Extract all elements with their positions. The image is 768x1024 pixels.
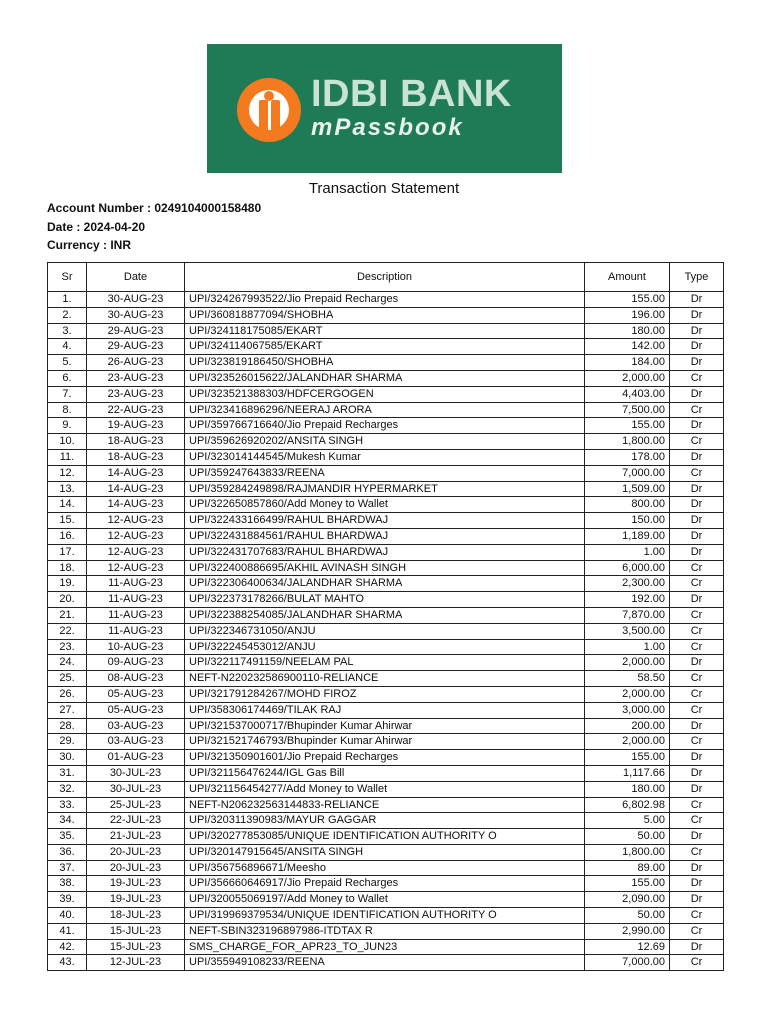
currency: Currency : INR [47, 238, 132, 252]
cell-date: 19-JUL-23 [87, 876, 185, 892]
cell-amount: 180.00 [585, 781, 670, 797]
cell-date: 09-AUG-23 [87, 655, 185, 671]
cell-description: UPI/356660646917/Jio Prepaid Recharges [185, 876, 585, 892]
table-row [48, 339, 724, 355]
cell-description: NEFT-N206232563144833-RELIANCE [185, 797, 585, 813]
table-row [48, 418, 724, 434]
cell-description: UPI/322373178266/BULAT MAHTO [185, 592, 585, 608]
transaction-rows [48, 292, 724, 971]
cell-amount: 180.00 [585, 323, 670, 339]
cell-date: 12-AUG-23 [87, 560, 185, 576]
cell-date: 30-AUG-23 [87, 307, 185, 323]
transaction-table [47, 262, 724, 971]
cell-type: Cr [670, 702, 724, 718]
cell-description: UPI/359626920202/ANSITA SINGH [185, 434, 585, 450]
cell-amount: 50.00 [585, 908, 670, 924]
cell-sr: 9. [48, 418, 87, 434]
cell-amount: 5.00 [585, 813, 670, 829]
cell-amount: 1.00 [585, 639, 670, 655]
table-header-row [48, 263, 724, 292]
cell-type: Dr [670, 781, 724, 797]
column-header-type: Type [670, 263, 724, 292]
cell-description: UPI/324118175085/EKART [185, 323, 585, 339]
cell-type: Dr [670, 292, 724, 308]
cell-amount: 2,000.00 [585, 686, 670, 702]
table-row [48, 844, 724, 860]
cell-description: UPI/321791284267/MOHD FIROZ [185, 686, 585, 702]
table-row [48, 765, 724, 781]
cell-sr: 25. [48, 671, 87, 687]
cell-type: Cr [670, 686, 724, 702]
cell-type: Dr [670, 449, 724, 465]
cell-type: Dr [670, 892, 724, 908]
cell-date: 12-AUG-23 [87, 544, 185, 560]
cell-sr: 8. [48, 402, 87, 418]
table-row [48, 434, 724, 450]
cell-date: 18-JUL-23 [87, 908, 185, 924]
cell-type: Cr [670, 908, 724, 924]
cell-date: 14-AUG-23 [87, 497, 185, 513]
cell-amount: 178.00 [585, 449, 670, 465]
cell-sr: 30. [48, 750, 87, 766]
table-row [48, 323, 724, 339]
cell-sr: 14. [48, 497, 87, 513]
cell-description: UPI/359284249898/RAJMANDIR HYPERMARKET [185, 481, 585, 497]
cell-type: Dr [670, 513, 724, 529]
cell-sr: 36. [48, 844, 87, 860]
idbi-mpassbook-logo [207, 44, 562, 173]
table-row [48, 402, 724, 418]
cell-description: NEFT-SBIN323196897986-ITDTAX R [185, 923, 585, 939]
logo-bank-name: IDBI BANK [311, 73, 512, 115]
cell-amount: 200.00 [585, 718, 670, 734]
cell-description: UPI/321156454277/Add Money to Wallet [185, 781, 585, 797]
cell-sr: 34. [48, 813, 87, 829]
cell-description: UPI/360818877094/SHOBHA [185, 307, 585, 323]
table-row [48, 781, 724, 797]
cell-description: UPI/322346731050/ANJU [185, 623, 585, 639]
cell-description: UPI/324267993522/Jio Prepaid Recharges [185, 292, 585, 308]
cell-date: 29-AUG-23 [87, 323, 185, 339]
cell-type: Cr [670, 465, 724, 481]
cell-amount: 4,403.00 [585, 386, 670, 402]
cell-sr: 24. [48, 655, 87, 671]
cell-type: Dr [670, 307, 724, 323]
cell-type: Dr [670, 750, 724, 766]
cell-date: 03-AUG-23 [87, 718, 185, 734]
cell-sr: 35. [48, 829, 87, 845]
table-row [48, 307, 724, 323]
cell-amount: 2,990.00 [585, 923, 670, 939]
table-row [48, 292, 724, 308]
statement-date: Date : 2024-04-20 [47, 220, 146, 234]
cell-date: 11-AUG-23 [87, 592, 185, 608]
cell-amount: 155.00 [585, 750, 670, 766]
cell-amount: 7,000.00 [585, 955, 670, 971]
cell-type: Dr [670, 939, 724, 955]
cell-sr: 19. [48, 576, 87, 592]
cell-description: UPI/320147915645/ANSITA SINGH [185, 844, 585, 860]
cell-amount: 1,800.00 [585, 434, 670, 450]
cell-description: UPI/323819186450/SHOBHA [185, 355, 585, 371]
table-row [48, 939, 724, 955]
cell-sr: 15. [48, 513, 87, 529]
table-row [48, 560, 724, 576]
cell-date: 20-JUL-23 [87, 844, 185, 860]
cell-amount: 1.00 [585, 544, 670, 560]
cell-amount: 58.50 [585, 671, 670, 687]
cell-type: Dr [670, 655, 724, 671]
cell-type: Dr [670, 860, 724, 876]
table-row [48, 639, 724, 655]
cell-amount: 7,870.00 [585, 607, 670, 623]
cell-amount: 2,300.00 [585, 576, 670, 592]
logo-subtitle: mPassbook [311, 114, 464, 141]
table-row [48, 592, 724, 608]
cell-description: NEFT-N220232586900110-RELIANCE [185, 671, 585, 687]
cell-description: UPI/322650857860/Add Money to Wallet [185, 497, 585, 513]
cell-type: Cr [670, 844, 724, 860]
table-row [48, 892, 724, 908]
cell-type: Cr [670, 639, 724, 655]
cell-type: Dr [670, 876, 724, 892]
cell-date: 23-AUG-23 [87, 386, 185, 402]
cell-description: UPI/322245453012/ANJU [185, 639, 585, 655]
table-row [48, 955, 724, 971]
table-row [48, 355, 724, 371]
cell-sr: 3. [48, 323, 87, 339]
cell-sr: 32. [48, 781, 87, 797]
cell-amount: 2,000.00 [585, 734, 670, 750]
cell-sr: 43. [48, 955, 87, 971]
cell-description: UPI/358306174469/TILAK RAJ [185, 702, 585, 718]
cell-description: SMS_CHARGE_FOR_APR23_TO_JUN23 [185, 939, 585, 955]
cell-sr: 40. [48, 908, 87, 924]
cell-sr: 1. [48, 292, 87, 308]
cell-date: 22-JUL-23 [87, 813, 185, 829]
cell-description: UPI/359766716640/Jio Prepaid Recharges [185, 418, 585, 434]
table-row [48, 576, 724, 592]
cell-type: Dr [670, 528, 724, 544]
cell-date: 08-AUG-23 [87, 671, 185, 687]
cell-type: Cr [670, 370, 724, 386]
column-header-amount: Amount [585, 263, 670, 292]
cell-sr: 38. [48, 876, 87, 892]
cell-date: 03-AUG-23 [87, 734, 185, 750]
cell-amount: 800.00 [585, 497, 670, 513]
cell-sr: 18. [48, 560, 87, 576]
cell-description: UPI/321350901601/Jio Prepaid Recharges [185, 750, 585, 766]
cell-sr: 27. [48, 702, 87, 718]
cell-type: Cr [670, 671, 724, 687]
table-row [48, 655, 724, 671]
cell-amount: 3,500.00 [585, 623, 670, 639]
cell-amount: 1,800.00 [585, 844, 670, 860]
cell-type: Cr [670, 607, 724, 623]
cell-date: 29-AUG-23 [87, 339, 185, 355]
cell-type: Dr [670, 339, 724, 355]
table-row [48, 497, 724, 513]
page-title: Transaction Statement [308, 180, 460, 197]
cell-amount: 7,500.00 [585, 402, 670, 418]
cell-description: UPI/322388254085/JALANDHAR SHARMA [185, 607, 585, 623]
cell-type: Dr [670, 829, 724, 845]
cell-type: Dr [670, 592, 724, 608]
cell-amount: 1,117.66 [585, 765, 670, 781]
cell-amount: 50.00 [585, 829, 670, 845]
idbi-emblem-icon [237, 78, 301, 142]
cell-amount: 155.00 [585, 876, 670, 892]
cell-description: UPI/321156476244/IGL Gas Bill [185, 765, 585, 781]
cell-type: Dr [670, 355, 724, 371]
column-header-date: Date [87, 263, 185, 292]
table-row [48, 734, 724, 750]
cell-date: 14-AUG-23 [87, 481, 185, 497]
table-row [48, 607, 724, 623]
cell-type: Cr [670, 797, 724, 813]
cell-sr: 39. [48, 892, 87, 908]
cell-sr: 28. [48, 718, 87, 734]
cell-description: UPI/322433166499/RAHUL BHARDWAJ [185, 513, 585, 529]
cell-type: Dr [670, 386, 724, 402]
table-row [48, 386, 724, 402]
cell-sr: 12. [48, 465, 87, 481]
table-row [48, 528, 724, 544]
cell-description: UPI/320055069197/Add Money to Wallet [185, 892, 585, 908]
cell-date: 19-AUG-23 [87, 418, 185, 434]
cell-amount: 155.00 [585, 418, 670, 434]
table-row [48, 671, 724, 687]
table-row [48, 370, 724, 386]
cell-date: 10-AUG-23 [87, 639, 185, 655]
account-number: Account Number : 0249104000158480 [47, 201, 262, 215]
cell-amount: 7,000.00 [585, 465, 670, 481]
table-row [48, 860, 724, 876]
cell-type: Dr [670, 323, 724, 339]
cell-sr: 29. [48, 734, 87, 750]
cell-date: 05-AUG-23 [87, 686, 185, 702]
cell-type: Dr [670, 544, 724, 560]
cell-amount: 2,000.00 [585, 370, 670, 386]
cell-type: Cr [670, 434, 724, 450]
cell-type: Dr [670, 718, 724, 734]
table-row [48, 702, 724, 718]
cell-amount: 184.00 [585, 355, 670, 371]
cell-type: Cr [670, 955, 724, 971]
cell-type: Cr [670, 576, 724, 592]
cell-type: Cr [670, 734, 724, 750]
cell-description: UPI/322306400634/JALANDHAR SHARMA [185, 576, 585, 592]
cell-type: Dr [670, 765, 724, 781]
cell-description: UPI/323521388303/HDFCERGOGEN [185, 386, 585, 402]
table-row [48, 908, 724, 924]
cell-sr: 2. [48, 307, 87, 323]
column-header-description: Description [185, 263, 585, 292]
table-row [48, 923, 724, 939]
cell-description: UPI/321521746793/Bhupinder Kumar Ahirwar [185, 734, 585, 750]
cell-description: UPI/323014144545/Mukesh Kumar [185, 449, 585, 465]
cell-amount: 1,189.00 [585, 528, 670, 544]
cell-description: UPI/322431707683/RAHUL BHARDWAJ [185, 544, 585, 560]
cell-sr: 7. [48, 386, 87, 402]
table-row [48, 829, 724, 845]
table-row [48, 449, 724, 465]
cell-description: UPI/356756896671/Meesho [185, 860, 585, 876]
cell-amount: 150.00 [585, 513, 670, 529]
cell-date: 11-AUG-23 [87, 623, 185, 639]
cell-amount: 196.00 [585, 307, 670, 323]
cell-description: UPI/323526015622/JALANDHAR SHARMA [185, 370, 585, 386]
cell-description: UPI/324114067585/EKART [185, 339, 585, 355]
cell-sr: 11. [48, 449, 87, 465]
table-row [48, 686, 724, 702]
cell-date: 14-AUG-23 [87, 465, 185, 481]
cell-date: 23-AUG-23 [87, 370, 185, 386]
cell-amount: 6,000.00 [585, 560, 670, 576]
cell-date: 15-JUL-23 [87, 939, 185, 955]
cell-date: 15-JUL-23 [87, 923, 185, 939]
cell-date: 20-JUL-23 [87, 860, 185, 876]
cell-amount: 3,000.00 [585, 702, 670, 718]
cell-date: 12-AUG-23 [87, 528, 185, 544]
cell-amount: 2,090.00 [585, 892, 670, 908]
cell-description: UPI/319969379534/UNIQUE IDENTIFICATION AUTHORITY O [185, 908, 585, 924]
cell-date: 21-JUL-23 [87, 829, 185, 845]
cell-date: 01-AUG-23 [87, 750, 185, 766]
table-row [48, 623, 724, 639]
cell-type: Cr [670, 623, 724, 639]
cell-type: Cr [670, 923, 724, 939]
cell-date: 30-JUL-23 [87, 765, 185, 781]
cell-type: Cr [670, 402, 724, 418]
cell-sr: 13. [48, 481, 87, 497]
cell-sr: 37. [48, 860, 87, 876]
cell-type: Dr [670, 497, 724, 513]
cell-amount: 89.00 [585, 860, 670, 876]
cell-sr: 22. [48, 623, 87, 639]
table-row [48, 465, 724, 481]
table-row [48, 718, 724, 734]
cell-description: UPI/322400886695/AKHIL AVINASH SINGH [185, 560, 585, 576]
cell-description: UPI/321537000717/Bhupinder Kumar Ahirwar [185, 718, 585, 734]
cell-date: 11-AUG-23 [87, 607, 185, 623]
cell-sr: 20. [48, 592, 87, 608]
cell-date: 19-JUL-23 [87, 892, 185, 908]
cell-description: UPI/323416896296/NEERAJ ARORA [185, 402, 585, 418]
cell-type: Dr [670, 418, 724, 434]
cell-description: UPI/320311390983/MAYUR GAGGAR [185, 813, 585, 829]
cell-sr: 10. [48, 434, 87, 450]
cell-date: 18-AUG-23 [87, 434, 185, 450]
table-row [48, 544, 724, 560]
cell-date: 25-JUL-23 [87, 797, 185, 813]
cell-description: UPI/320277853085/UNIQUE IDENTIFICATION AUTHORITY O [185, 829, 585, 845]
cell-date: 22-AUG-23 [87, 402, 185, 418]
cell-description: UPI/322117491159/NEELAM PAL [185, 655, 585, 671]
cell-amount: 192.00 [585, 592, 670, 608]
cell-sr: 33. [48, 797, 87, 813]
cell-sr: 16. [48, 528, 87, 544]
cell-type: Cr [670, 813, 724, 829]
cell-sr: 42. [48, 939, 87, 955]
table-row [48, 513, 724, 529]
table-row [48, 876, 724, 892]
cell-sr: 23. [48, 639, 87, 655]
table-row [48, 797, 724, 813]
cell-sr: 5. [48, 355, 87, 371]
table-row [48, 481, 724, 497]
cell-date: 30-JUL-23 [87, 781, 185, 797]
cell-date: 30-AUG-23 [87, 292, 185, 308]
cell-sr: 6. [48, 370, 87, 386]
cell-amount: 12.69 [585, 939, 670, 955]
cell-amount: 155.00 [585, 292, 670, 308]
cell-sr: 21. [48, 607, 87, 623]
column-header-sr: Sr [48, 263, 87, 292]
cell-sr: 17. [48, 544, 87, 560]
cell-type: Cr [670, 560, 724, 576]
cell-date: 12-JUL-23 [87, 955, 185, 971]
cell-amount: 2,000.00 [585, 655, 670, 671]
cell-date: 26-AUG-23 [87, 355, 185, 371]
cell-amount: 6,802.98 [585, 797, 670, 813]
table-row [48, 750, 724, 766]
cell-type: Dr [670, 481, 724, 497]
cell-description: UPI/359247643833/REENA [185, 465, 585, 481]
cell-date: 18-AUG-23 [87, 449, 185, 465]
cell-amount: 1,509.00 [585, 481, 670, 497]
table-row [48, 813, 724, 829]
cell-sr: 4. [48, 339, 87, 355]
cell-date: 12-AUG-23 [87, 513, 185, 529]
cell-description: UPI/355949108233/REENA [185, 955, 585, 971]
cell-amount: 142.00 [585, 339, 670, 355]
cell-sr: 31. [48, 765, 87, 781]
cell-sr: 41. [48, 923, 87, 939]
cell-date: 11-AUG-23 [87, 576, 185, 592]
cell-sr: 26. [48, 686, 87, 702]
cell-date: 05-AUG-23 [87, 702, 185, 718]
cell-description: UPI/322431884561/RAHUL BHARDWAJ [185, 528, 585, 544]
